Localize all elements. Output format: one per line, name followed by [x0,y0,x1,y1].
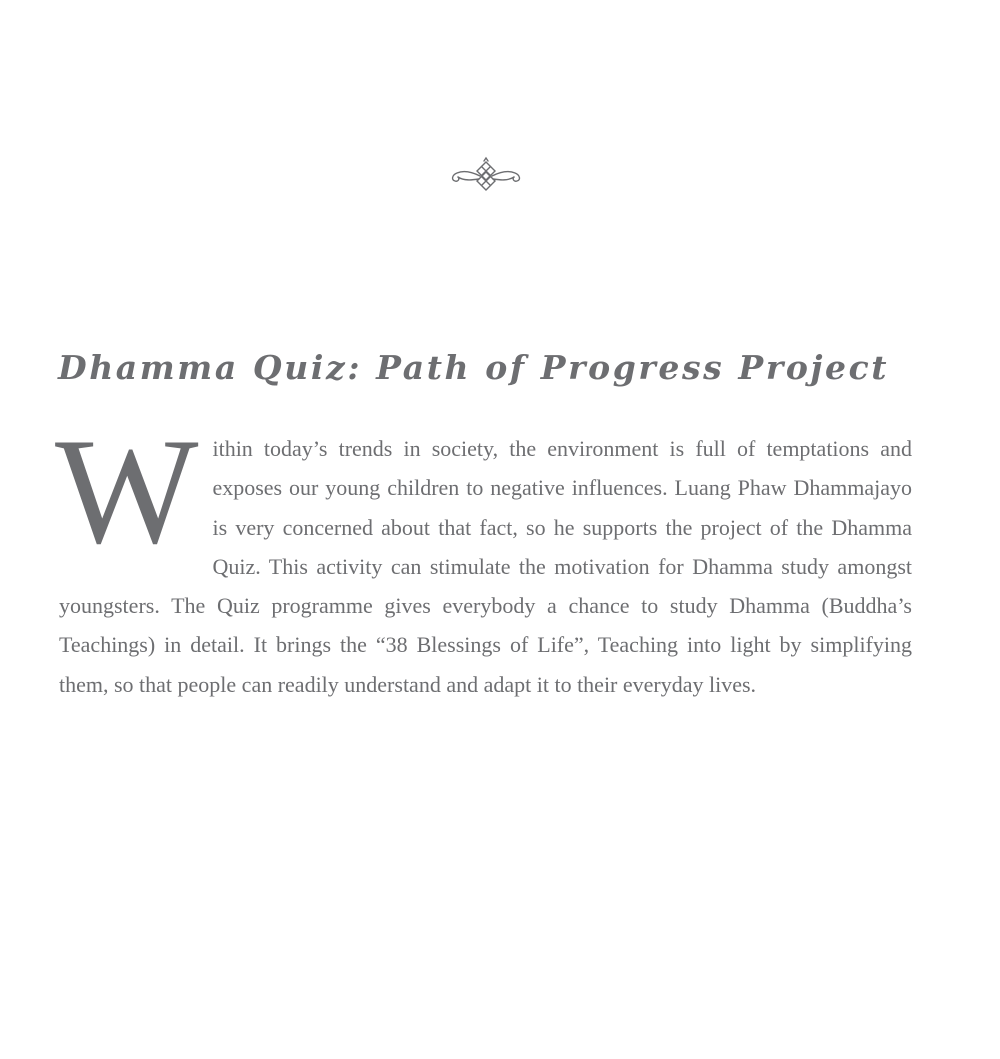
body-paragraph [55,407,912,704]
page-title: Dhamma Quiz: Path of Progress Project [58,348,890,387]
endless-knot-flourish-icon [446,156,526,196]
drop-cap: W [55,407,199,575]
body-text: ithin today’s trends in society, the environment is full of temptations and exposes our young children to negative influences. Luang Phaw Dhammajayo is very concerned about that fact, so he supports the project of the Dhamma Quiz. This activity can stimulate the motivation for Dhamma study amongst youngsters. The Quiz programme gives everybody a chance to study Dhamma (Buddha’s Teachings) in detail. It brings the “38 Blessings of Life”, Teaching into light by simplifying them, so that people can readily understand and adapt it to their everyday lives. [59,436,912,697]
